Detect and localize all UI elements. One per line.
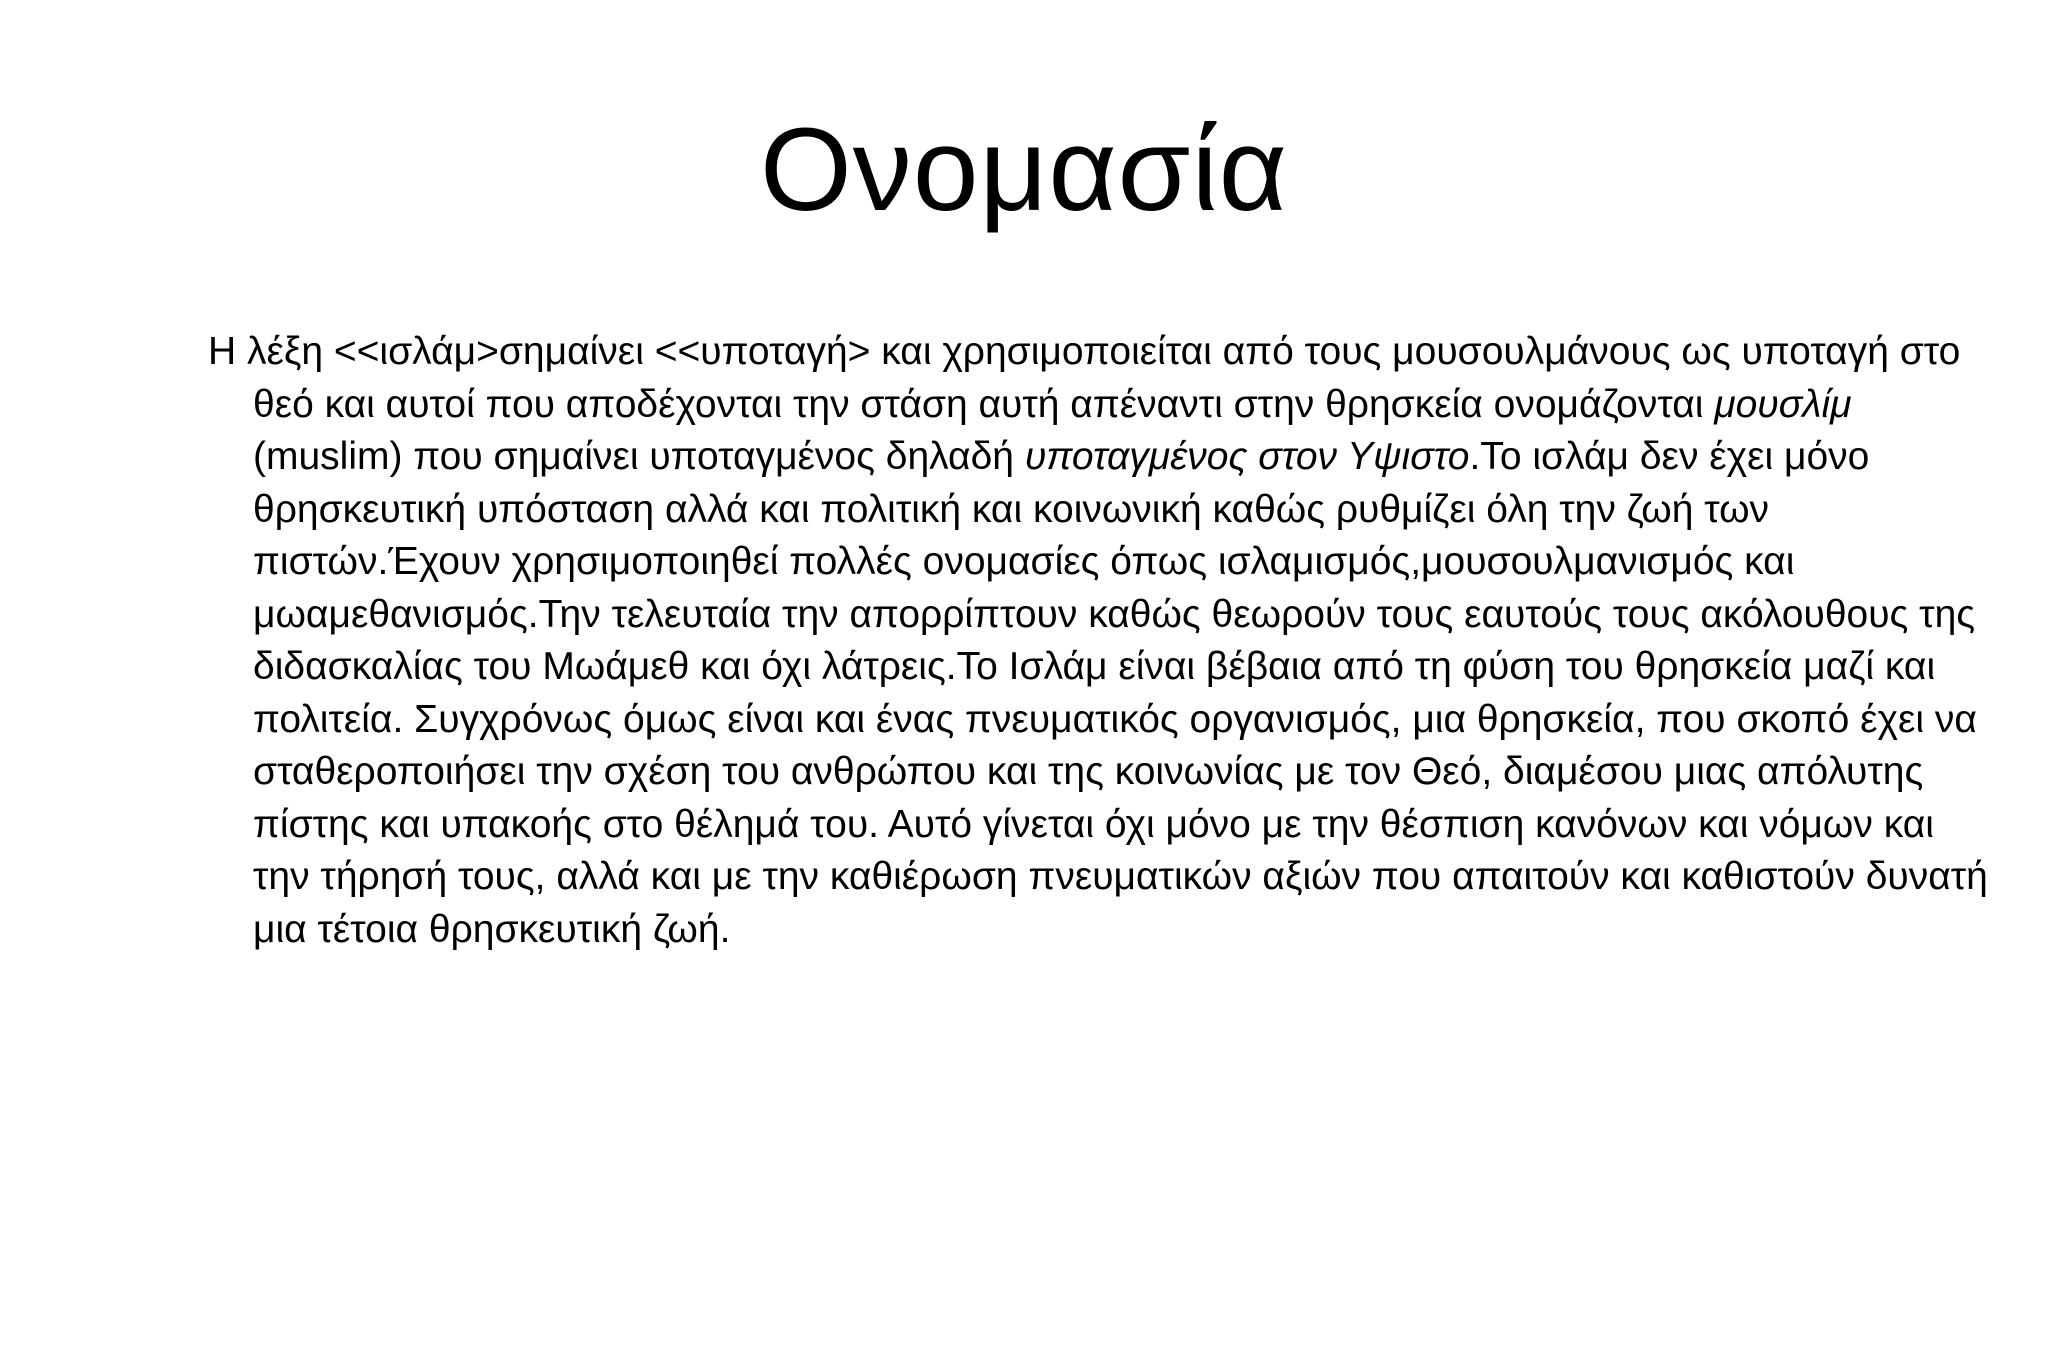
slide-title: Ονομασία (760, 104, 1288, 236)
body-text-part-1: Η λέξη <<ισλάμ>σημαίνει <<υποταγή> και χρησιμοποιείται από τους μουσουλμάνους ως υποταγή στο θεό και αυτοί που αποδέχονται την στάση αυτή απέναντι στην θρησκεία ονομάζονται (208, 330, 1961, 426)
body-text-part-2: (muslim) που σημαίνει υποταγμένος δηλαδή (253, 435, 1025, 478)
slide-body-paragraph (208, 326, 1998, 956)
body-text-part-3: .Το ισλάμ δεν έχει μόνο θρησκευτική υπόσταση αλλά και πολιτική και κοινωνική καθώς ρυθμίζει όλη την ζωή των πιστών.Έχουν χρησιμοποιηθεί πολλές ονομασίες όπως ισλαμισμός,μουσουλμανισμός και μωαμεθανισμός.Την τελευταία την απορρίπτουν καθώς θεωρούν τους εαυτούς τους ακόλουθους της διδασκαλίας του Μωάμεθ και όχι λάτρεις.Το Ισλάμ είναι βέβαια από τη φύση του θρησκεία μαζί και πολιτεία. Συγχρόνως όμως είναι και ένας πνευματικός οργανισμός, μια θρησκεία, που σκοπό έχει να σταθεροποιήσει την σχέση του ανθρώπου και της κοινωνίας με τον Θεό, διαμέσου μιας απόλυτης πίστης και υπακοής στο θέλημά του. Αυτό γίνεται όχι μόνο με την θέσπιση κανόνων και νόμων και την τήρησή τους, αλλά και με την καθιέρωση πνευματικών αξιών που απαιτούν και καθιστούν δυνατή μια τέτοια θρησκευτική ζωή. (253, 435, 1988, 951)
body-italic-muslim: μουσλίμ (1714, 382, 1852, 426)
body-italic-submitted: υποταγμένος στον Υψιστο (1024, 435, 1470, 478)
